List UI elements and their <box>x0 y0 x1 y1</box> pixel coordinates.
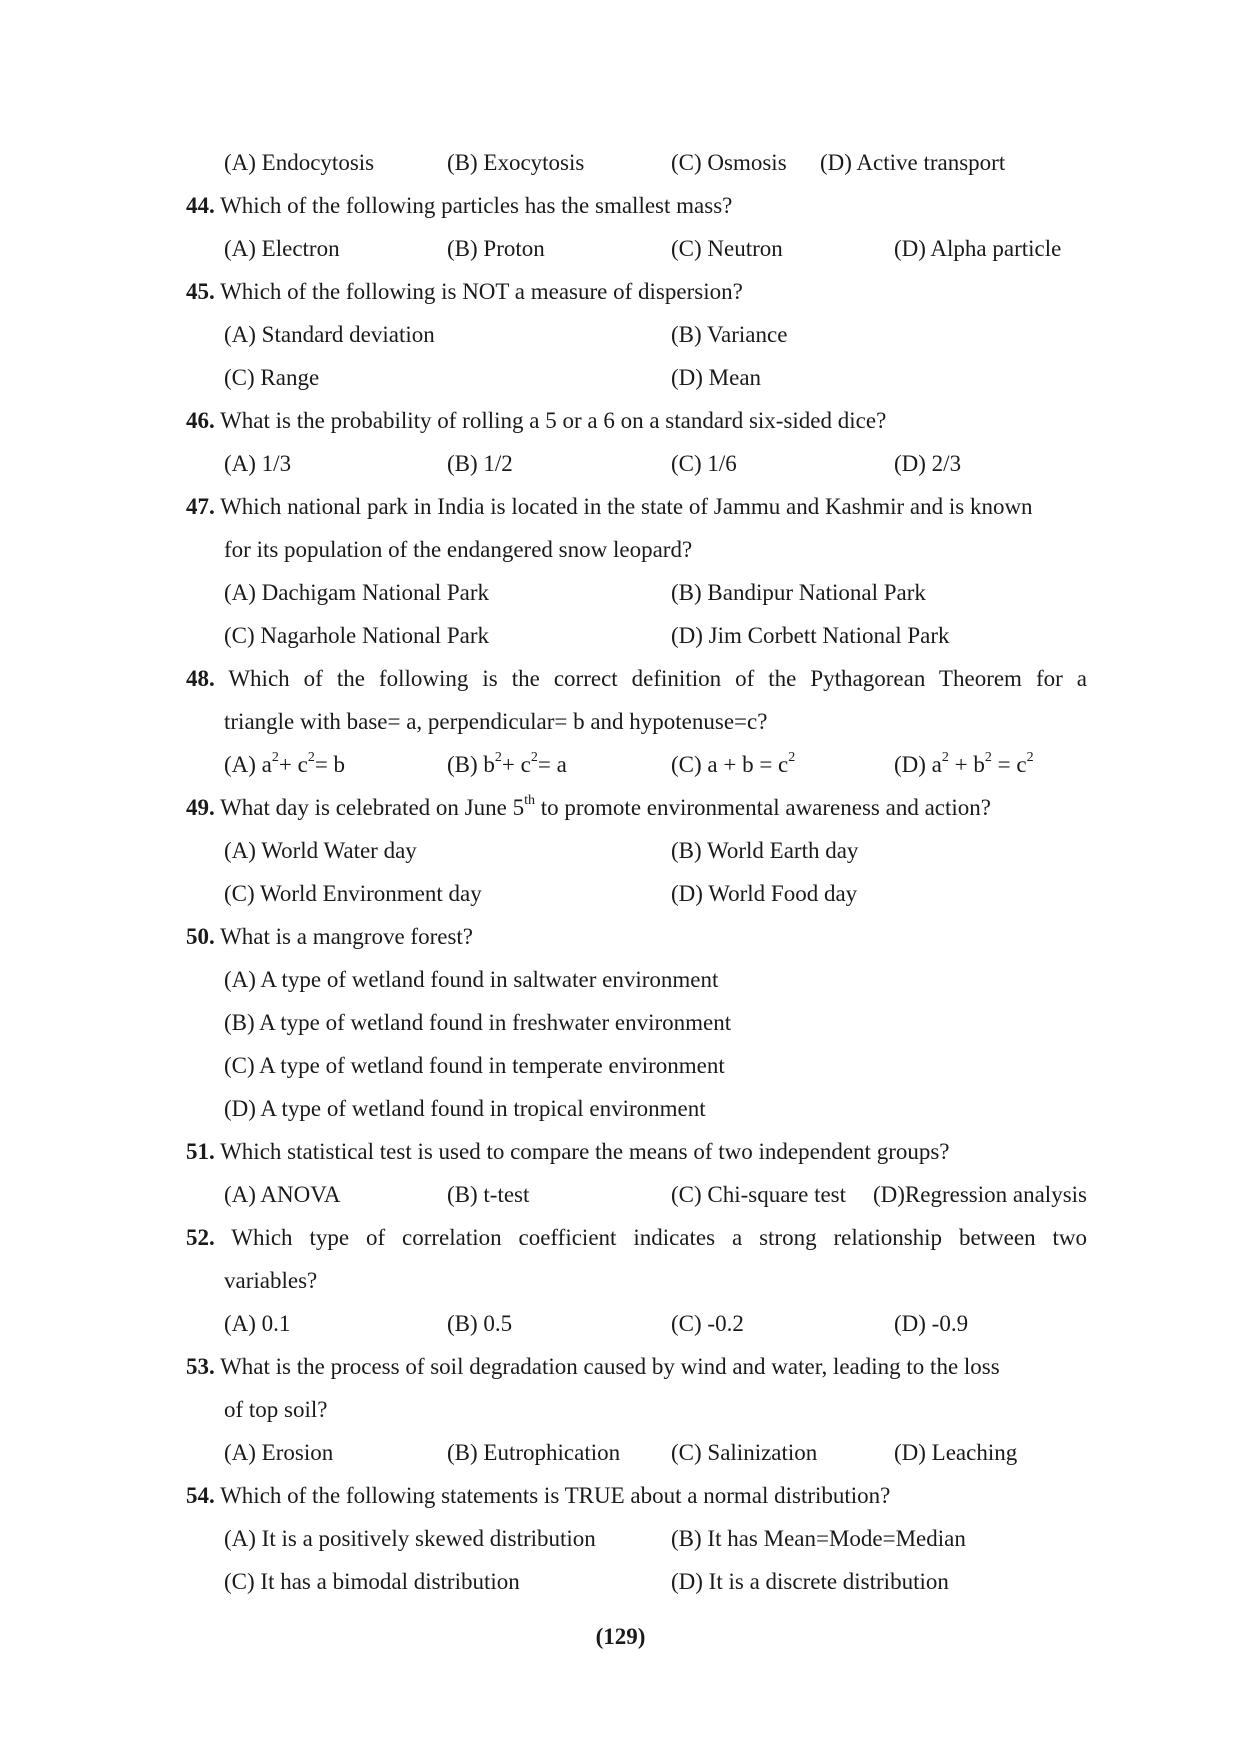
option-b: (B) 1/2 <box>447 451 513 476</box>
option-c: (C) 1/6 <box>671 451 737 476</box>
option-d: (D) -0.9 <box>894 1311 969 1336</box>
option-d: (D) World Food day <box>671 881 858 906</box>
question-number: 50. <box>186 924 215 949</box>
question-text: What is the probability of rolling a 5 or a 6 on a standard six-sided dice? <box>220 408 887 433</box>
option-c: (C) Range <box>224 365 320 390</box>
option-a: (A) 0.1 <box>224 1311 291 1336</box>
question-54 <box>186 1482 890 1510</box>
option-c: (C) -0.2 <box>671 1311 744 1336</box>
option-a: (A) Standard deviation <box>224 322 435 347</box>
question-47 <box>186 493 1033 521</box>
option-c: (C) It has a bimodal distribution <box>224 1569 520 1594</box>
option-d: (D) Leaching <box>894 1440 1018 1465</box>
q43-option-a: (A) Endocytosis <box>224 150 375 175</box>
option-a: (A) Dachigam National Park <box>224 580 490 605</box>
q43-option-b: (B) Exocytosis <box>447 150 585 175</box>
option-b: (B) Proton <box>447 236 545 261</box>
question-number: 44. <box>186 193 215 218</box>
question-52-line2: variables? <box>224 1268 318 1293</box>
question-text: Which of the following particles has the smallest mass? <box>220 193 733 218</box>
question-52 <box>186 1224 1087 1252</box>
option-a: (A) It is a positively skewed distribution <box>224 1526 596 1551</box>
question-51 <box>186 1138 950 1166</box>
option-a: (A) $a^2+ c^2= b$ <box>224 750 346 777</box>
option-b: (B) Eutrophication <box>447 1440 621 1465</box>
option-d: (D) Jim Corbett National Park <box>671 623 950 648</box>
option-d: (D) It is a discrete distribution <box>671 1569 949 1594</box>
question-number: 45. <box>186 279 215 304</box>
question-text: What is a mangrove forest? <box>220 924 473 949</box>
option-c: (C) $a + b = c^2$ <box>671 750 796 777</box>
option-c: (C) Salinization <box>671 1440 818 1465</box>
question-text: Which of the following is NOT a measure of dispersion? <box>220 279 743 304</box>
option-d: (D) Mean <box>671 365 762 390</box>
question-text: Which of the following statements is TRUE about a normal distribution? <box>220 1483 891 1508</box>
option-c: (C) Chi-square test <box>671 1182 847 1207</box>
question-number: 52. <box>186 1225 215 1250</box>
question-53-line2: of top soil? <box>224 1397 328 1422</box>
question-47-line2: for its population of the endangered snow leopard? <box>224 537 693 562</box>
question-45 <box>186 278 743 306</box>
option-b: (B) 0.5 <box>447 1311 513 1336</box>
option-d: (D) A type of wetland found in tropical environment <box>224 1096 706 1121</box>
option-c: (C) World Environment day <box>224 881 482 906</box>
option-b: (B) Bandipur National Park <box>671 580 926 605</box>
question-text-line1: Which national park in India is located in the state of Jammu and Kashmir and is known <box>220 494 1033 519</box>
option-c: (C) Nagarhole National Park <box>224 623 490 648</box>
option-a: (A) A type of wetland found in saltwater environment <box>224 967 719 992</box>
question-number: 51. <box>186 1139 215 1164</box>
question-text-line1: Which of the following is the correct definition of the Pythagorean Theorem for a <box>228 666 1087 691</box>
question-48 <box>186 665 1087 693</box>
option-a: (A) 1/3 <box>224 451 292 476</box>
option-c: (C) Neutron <box>671 236 783 261</box>
question-number: 53. <box>186 1354 215 1379</box>
question-text-line1: Which type of correlation coefficient indicates a strong relationship between two <box>231 1225 1087 1250</box>
option-d: (D) 2/3 <box>894 451 962 476</box>
question-number: 54. <box>186 1483 215 1508</box>
option-d: (D) $a^2 + b^2 = c^2$ <box>894 750 1034 777</box>
option-b: (B) Variance <box>671 322 788 347</box>
question-50 <box>186 923 473 951</box>
option-a: (A) Electron <box>224 236 340 261</box>
question-text: Which statistical test is used to compare the means of two independent groups? <box>220 1139 950 1164</box>
question-48-line2: triangle with base= a, perpendicular= b and hypotenuse=c? <box>224 709 768 734</box>
option-a: (A) Erosion <box>224 1440 334 1465</box>
q43-option-d: (D) Active transport <box>820 150 1006 175</box>
question-number: 47. <box>186 494 215 519</box>
question-number: 49. <box>186 795 215 820</box>
page-number: (129) <box>595 1624 646 1649</box>
question-46 <box>186 407 886 435</box>
option-b: (B) It has Mean=Mode=Median <box>671 1526 966 1551</box>
option-b: (B) A type of wetland found in freshwater environment <box>224 1010 732 1035</box>
option-b: (B) World Earth day <box>671 838 859 863</box>
option-b: (B) $b^2+ c^2= a$ <box>447 750 567 777</box>
question-44 <box>186 192 732 220</box>
question-49 <box>186 794 991 822</box>
question-text: What day is celebrated on June 5th to promote environmental awareness and action? <box>220 793 991 820</box>
question-text-line1: What is the process of soil degradation caused by wind and water, leading to the loss <box>220 1354 1000 1379</box>
option-d: (D) Alpha particle <box>894 236 1062 261</box>
option-c: (C) A type of wetland found in temperate environment <box>224 1053 725 1078</box>
option-a: (A) ANOVA <box>224 1182 341 1207</box>
option-d: (D)Regression analysis <box>873 1182 1087 1207</box>
question-number: 46. <box>186 408 215 433</box>
question-53 <box>186 1353 1000 1381</box>
q43-option-c: (C) Osmosis <box>671 150 787 175</box>
option-b: (B) t-test <box>447 1182 530 1207</box>
question-number: 48. <box>186 666 215 691</box>
option-a: (A) World Water day <box>224 838 417 863</box>
